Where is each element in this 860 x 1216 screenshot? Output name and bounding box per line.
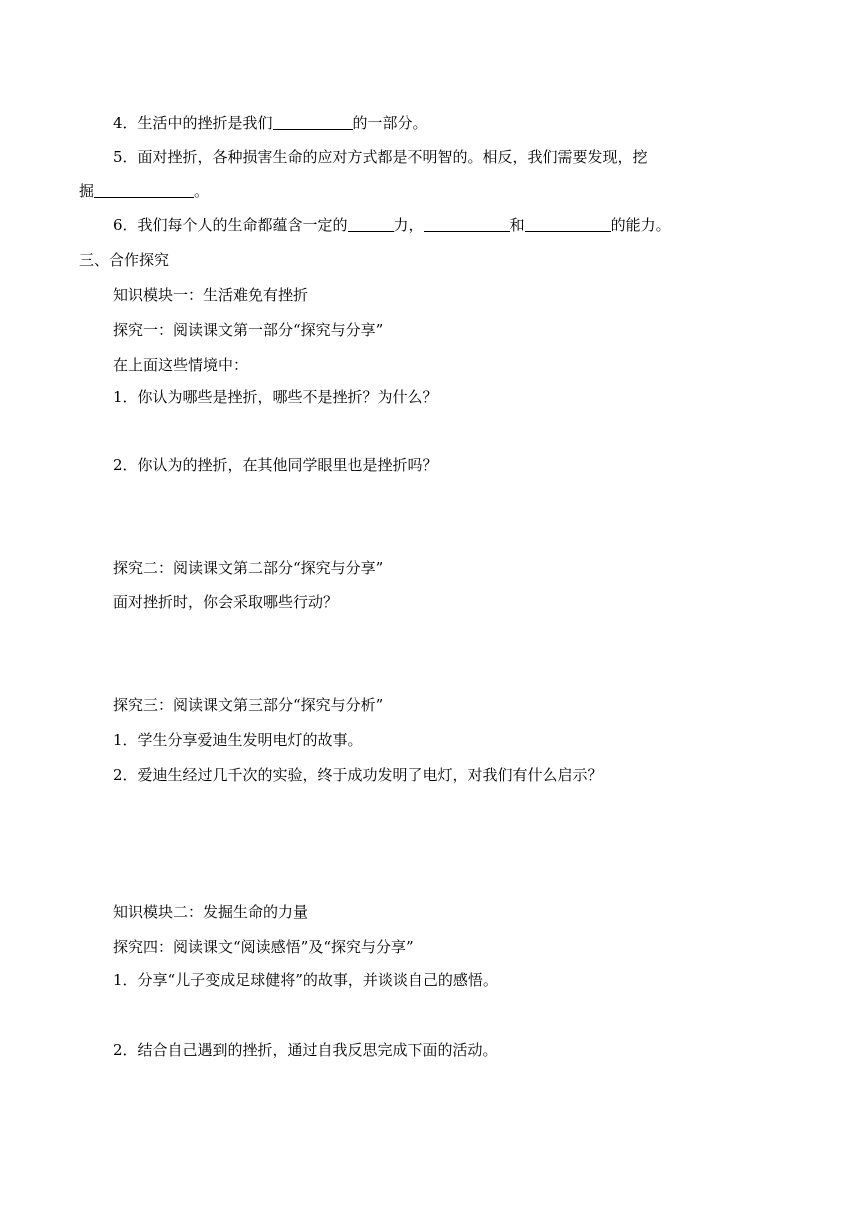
- fill-blank-item-6: [113, 215, 671, 235]
- section-heading: 三、合作探究: [79, 251, 170, 269]
- fill-blank-item-5-line-1: 5．面对挫折，各种损害生命的应对方式都是不明智的。相反，我们需要发现，挖: [113, 148, 648, 166]
- explore-3-question-2: 2．爱迪生经过几千次的实验，终于成功发明了电灯，对我们有什么启示？: [113, 766, 603, 784]
- fill-blank-item-5-line-2: [79, 181, 209, 201]
- explore-4-title: 探究四：阅读课文“阅读感悟”及“探究与分享”: [113, 938, 414, 956]
- module-1-title: 知识模块一：生活难免有挫折: [113, 286, 309, 304]
- answer-blank[interactable]: [348, 215, 394, 232]
- explore-3-question-1: 1．学生分享爱迪生发明电灯的故事。: [113, 731, 363, 749]
- item-5-suffix: 。: [194, 182, 210, 200]
- module-2-title: 知识模块二：发掘生命的力量: [113, 903, 309, 921]
- answer-blank[interactable]: [273, 113, 353, 130]
- explore-1-title: 探究一：阅读课文第一部分“探究与分享”: [113, 321, 384, 339]
- item-4-suffix: 的一部分。: [352, 114, 428, 132]
- explore-1-question-2: 2．你认为的挫折，在其他同学眼里也是挫折吗？: [113, 456, 438, 474]
- item-6-mid-1: 力，: [393, 216, 424, 234]
- fill-blank-item-4: [113, 113, 428, 133]
- explore-2-title: 探究二：阅读课文第二部分“探究与分享”: [113, 559, 384, 577]
- item-5-prefix: 掘: [79, 182, 95, 200]
- item-6-suffix: 的能力。: [610, 216, 671, 234]
- explore-3-title: 探究三：阅读课文第三部分“探究与分析”: [113, 696, 384, 714]
- item-4-prefix: 4．生活中的挫折是我们: [113, 114, 273, 132]
- item-6-prefix: 6．我们每个人的生命都蕴含一定的: [113, 216, 348, 234]
- explore-4-question-2: 2．结合自己遇到的挫折，通过自我反思完成下面的活动。: [113, 1041, 498, 1059]
- item-6-mid-2: 和: [509, 216, 525, 234]
- explore-1-question-1: 1．你认为哪些是挫折，哪些不是挫折？为什么？: [113, 388, 438, 406]
- explore-2-question: 面对挫折时，你会采取哪些行动？: [113, 593, 339, 611]
- explore-4-question-1: 1．分享“儿子变成足球健将”的故事，并谈谈自己的感悟。: [113, 971, 498, 989]
- answer-blank[interactable]: [424, 215, 510, 232]
- answer-blank[interactable]: [94, 181, 194, 198]
- explore-1-intro: 在上面这些情境中：: [113, 356, 249, 374]
- answer-blank[interactable]: [525, 215, 611, 232]
